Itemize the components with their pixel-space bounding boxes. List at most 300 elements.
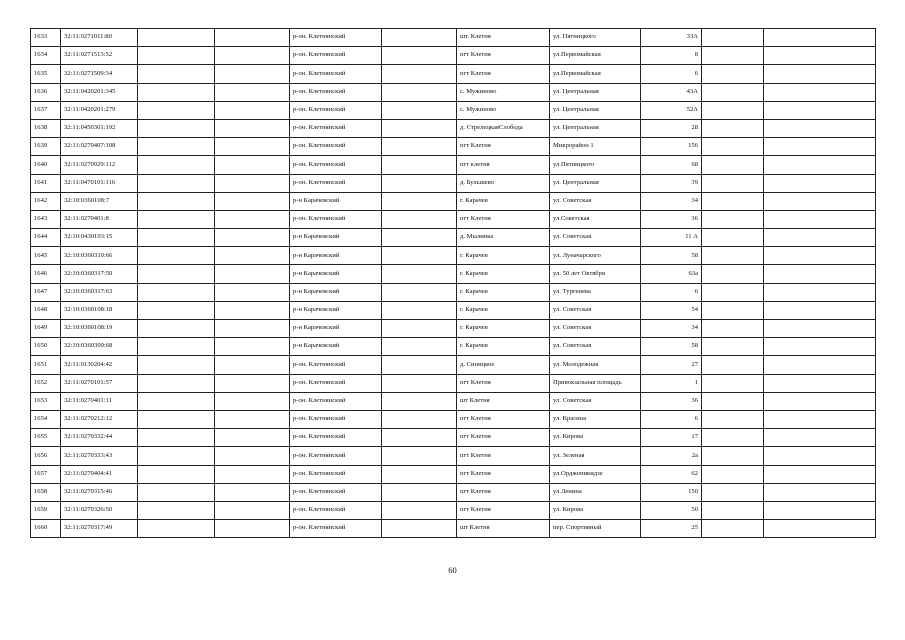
table-cell: 1658 xyxy=(31,483,61,501)
table-cell: 32:11:0270407:108 xyxy=(61,138,138,156)
table-cell xyxy=(702,374,764,392)
table-cell: 1660 xyxy=(31,520,61,538)
table-cell: пгт Клетня xyxy=(457,210,550,228)
table-cell xyxy=(764,229,876,247)
table-cell xyxy=(138,47,215,65)
table-cell: 32:11:0270212:12 xyxy=(61,410,138,428)
table-cell xyxy=(764,138,876,156)
table-cell xyxy=(382,465,457,483)
table-row xyxy=(31,520,876,538)
table-cell xyxy=(138,119,215,137)
table-cell xyxy=(382,483,457,501)
table-row xyxy=(31,301,876,319)
table-row xyxy=(31,101,876,119)
table-cell xyxy=(138,29,215,47)
table-cell: р-н Карачевский xyxy=(290,283,382,301)
table-cell xyxy=(215,410,290,428)
table-row xyxy=(31,501,876,519)
table-cell: р-он. Клетнянский xyxy=(290,101,382,119)
table-cell: ул.Пятницкого xyxy=(550,156,641,174)
table-cell: 32:11:0271513:52 xyxy=(61,47,138,65)
table-cell: 1649 xyxy=(31,320,61,338)
page-number: 60 xyxy=(448,565,457,575)
table-cell xyxy=(215,374,290,392)
table-cell: 1654 xyxy=(31,410,61,428)
table-cell xyxy=(764,192,876,210)
table-cell: 1635 xyxy=(31,65,61,83)
table-cell xyxy=(138,501,215,519)
table-cell xyxy=(382,301,457,319)
table-cell xyxy=(138,101,215,119)
table-cell xyxy=(138,520,215,538)
table-cell xyxy=(382,392,457,410)
table-cell xyxy=(764,374,876,392)
table-cell xyxy=(764,156,876,174)
table-cell xyxy=(764,301,876,319)
table-cell xyxy=(138,338,215,356)
table-cell xyxy=(215,301,290,319)
table-cell xyxy=(215,174,290,192)
table-cell: г. Карачев xyxy=(457,192,550,210)
table-cell xyxy=(138,301,215,319)
table-cell xyxy=(138,174,215,192)
table-cell xyxy=(382,174,457,192)
table-row xyxy=(31,83,876,101)
table-cell xyxy=(702,229,764,247)
table-cell: р-он. Клетнянский xyxy=(290,210,382,228)
table-cell: пгт Клетня xyxy=(457,47,550,65)
table-cell: р-он. Клетнянский xyxy=(290,392,382,410)
table-cell: ул. Центральная xyxy=(550,83,641,101)
table-cell xyxy=(764,119,876,137)
table-cell xyxy=(215,138,290,156)
table-cell: 36 xyxy=(641,392,702,410)
table-cell xyxy=(215,47,290,65)
table-cell: 32:11:0270401:8 xyxy=(61,210,138,228)
table-cell: 32:10:0360309:68 xyxy=(61,338,138,356)
table-cell: пгт Клетня xyxy=(457,65,550,83)
table-row xyxy=(31,392,876,410)
table-cell: р-он. Клетнянский xyxy=(290,356,382,374)
table-cell: 32:11:0270401:11 xyxy=(61,392,138,410)
table-cell xyxy=(138,356,215,374)
table-cell: 1641 xyxy=(31,174,61,192)
table-cell: пгт Клетня xyxy=(457,501,550,519)
table-cell: р-он. Клетнянский xyxy=(290,174,382,192)
table-cell xyxy=(702,301,764,319)
table-row xyxy=(31,192,876,210)
table-cell xyxy=(382,356,457,374)
table-row xyxy=(31,338,876,356)
table-cell: 32:11:0271509:34 xyxy=(61,65,138,83)
table-cell: 1 xyxy=(641,374,702,392)
table-cell: 1652 xyxy=(31,374,61,392)
table-cell xyxy=(382,338,457,356)
table-cell: 150 xyxy=(641,483,702,501)
table-cell: 6 xyxy=(641,65,702,83)
table-cell xyxy=(702,83,764,101)
table-cell: 39 xyxy=(641,174,702,192)
table-cell: 1659 xyxy=(31,501,61,519)
table-cell: р-он. Клетнянский xyxy=(290,29,382,47)
table-cell: р-н Карачевский xyxy=(290,338,382,356)
table-cell xyxy=(215,229,290,247)
table-cell xyxy=(702,392,764,410)
table-cell: г. Карачев xyxy=(457,283,550,301)
table-cell: 28 xyxy=(641,119,702,137)
table-cell: 32:11:0130204:42 xyxy=(61,356,138,374)
table-cell xyxy=(215,83,290,101)
table-cell xyxy=(382,265,457,283)
table-cell xyxy=(764,356,876,374)
table-cell xyxy=(764,174,876,192)
table-cell xyxy=(764,283,876,301)
table-cell xyxy=(215,356,290,374)
table-row xyxy=(31,119,876,137)
table-cell xyxy=(702,356,764,374)
table-cell: р-н Карачевский xyxy=(290,301,382,319)
table-cell: р-он. Клетнянский xyxy=(290,374,382,392)
table-body xyxy=(31,29,876,538)
table-cell: р-н Карачевский xyxy=(290,229,382,247)
table-cell: р-н Карачевский xyxy=(290,192,382,210)
table-cell: 62 xyxy=(641,465,702,483)
table-cell xyxy=(764,265,876,283)
table-row xyxy=(31,156,876,174)
table-cell xyxy=(215,320,290,338)
table-cell xyxy=(702,320,764,338)
table-cell xyxy=(382,47,457,65)
table-cell xyxy=(702,65,764,83)
table-cell xyxy=(702,101,764,119)
table-cell xyxy=(382,283,457,301)
table-row xyxy=(31,210,876,228)
table-cell: ул. Тургенева xyxy=(550,283,641,301)
table-cell: г. Карачев xyxy=(457,301,550,319)
table-cell xyxy=(138,247,215,265)
table-cell xyxy=(215,101,290,119)
table-cell: Привокзальная площадь xyxy=(550,374,641,392)
table-row xyxy=(31,265,876,283)
table-cell: 32:11:0270404:41 xyxy=(61,465,138,483)
table-cell xyxy=(764,483,876,501)
table-row xyxy=(31,356,876,374)
table-cell xyxy=(382,192,457,210)
table-cell xyxy=(138,447,215,465)
table-cell: 32:11:0450301:192 xyxy=(61,119,138,137)
table-cell: 68 xyxy=(641,156,702,174)
table-row xyxy=(31,465,876,483)
table-cell: р-н Карачевский xyxy=(290,247,382,265)
table-cell: 32:11:0270315:46 xyxy=(61,483,138,501)
table-cell xyxy=(382,320,457,338)
table-cell xyxy=(382,429,457,447)
table-cell: ул. Пятницкого xyxy=(550,29,641,47)
table-cell: пгт Клетня xyxy=(457,374,550,392)
table-cell xyxy=(138,320,215,338)
table-cell xyxy=(215,119,290,137)
table-cell: ул. Советская xyxy=(550,320,641,338)
table-cell xyxy=(702,192,764,210)
table-cell xyxy=(215,156,290,174)
table-cell: пгт Клетня xyxy=(457,465,550,483)
table-cell: 1645 xyxy=(31,247,61,265)
table-cell: Микрорайон 1 xyxy=(550,138,641,156)
table-cell xyxy=(382,101,457,119)
table-cell xyxy=(702,338,764,356)
table-cell xyxy=(764,465,876,483)
table-cell: 32:11:0270317:49 xyxy=(61,520,138,538)
table-cell: р-он. Клетнянский xyxy=(290,83,382,101)
table-cell: ул. Советская xyxy=(550,392,641,410)
table-row xyxy=(31,320,876,338)
table-cell: 1653 xyxy=(31,392,61,410)
table-cell: 1646 xyxy=(31,265,61,283)
table-cell xyxy=(702,501,764,519)
table-cell xyxy=(702,119,764,137)
table-cell xyxy=(138,429,215,447)
table-cell: ул.Первомайская xyxy=(550,47,641,65)
table-cell xyxy=(215,520,290,538)
table-cell: 1642 xyxy=(31,192,61,210)
table-cell xyxy=(764,101,876,119)
table-cell xyxy=(138,210,215,228)
table-cell: 2а xyxy=(641,447,702,465)
table-cell xyxy=(138,410,215,428)
table-cell: пгт клетня xyxy=(457,156,550,174)
table-cell: 1651 xyxy=(31,356,61,374)
table-cell: р-он. Клетнянский xyxy=(290,447,382,465)
table-cell: с. Мужиново xyxy=(457,101,550,119)
table-row xyxy=(31,65,876,83)
table-cell xyxy=(215,392,290,410)
table-cell: 32:11:0420201:279 xyxy=(61,101,138,119)
table-cell: 1639 xyxy=(31,138,61,156)
table-cell xyxy=(764,501,876,519)
table-cell: 50 xyxy=(641,501,702,519)
table-cell xyxy=(702,47,764,65)
table-cell: 1657 xyxy=(31,465,61,483)
table-cell: 32:11:0270326:50 xyxy=(61,501,138,519)
table-cell xyxy=(702,174,764,192)
table-cell xyxy=(764,520,876,538)
table-cell: р-он. Клетнянский xyxy=(290,119,382,137)
table-cell: д. СтрелецкаяСлобода xyxy=(457,119,550,137)
table-cell xyxy=(382,83,457,101)
table-cell: ул. Центральная xyxy=(550,119,641,137)
table-cell: 1648 xyxy=(31,301,61,319)
table-cell: 1656 xyxy=(31,447,61,465)
table-cell xyxy=(215,483,290,501)
table-cell xyxy=(764,320,876,338)
table-cell xyxy=(215,29,290,47)
table-cell xyxy=(764,447,876,465)
table-cell: 58 xyxy=(641,338,702,356)
table-cell xyxy=(764,410,876,428)
table-cell xyxy=(138,65,215,83)
table-cell: 156 xyxy=(641,138,702,156)
table-cell: ул. Красина xyxy=(550,410,641,428)
table-cell xyxy=(138,392,215,410)
table-cell: 43А xyxy=(641,83,702,101)
table-row xyxy=(31,29,876,47)
table-cell: 32:10:0360317:63 xyxy=(61,283,138,301)
table-cell: 1636 xyxy=(31,83,61,101)
table-cell xyxy=(382,210,457,228)
table-cell: ул.Орджоникидзе xyxy=(550,465,641,483)
table-cell: шт Клетня xyxy=(457,520,550,538)
table-cell xyxy=(138,483,215,501)
table-row xyxy=(31,138,876,156)
table-cell xyxy=(215,429,290,447)
table-cell: ул. Центральная xyxy=(550,101,641,119)
table-cell xyxy=(215,338,290,356)
table-cell: 1634 xyxy=(31,47,61,65)
table-cell: г. Карачев xyxy=(457,338,550,356)
table-cell xyxy=(702,465,764,483)
table-cell: 54 xyxy=(641,301,702,319)
table-cell: 32:11:0270929:112 xyxy=(61,156,138,174)
table-cell: 32:11:0271011:80 xyxy=(61,29,138,47)
table-cell: 6 xyxy=(641,283,702,301)
table-cell: р-он. Клетнянский xyxy=(290,520,382,538)
table-cell: с. Мужиново xyxy=(457,83,550,101)
table-cell: 32:10:0360108:19 xyxy=(61,320,138,338)
table-cell: ул.Первомайская xyxy=(550,65,641,83)
table-cell: 58 xyxy=(641,247,702,265)
table-cell xyxy=(138,374,215,392)
table-cell xyxy=(138,83,215,101)
table-cell: 32:11:0420201:345 xyxy=(61,83,138,101)
table-cell: 25 xyxy=(641,520,702,538)
table-cell: ул. Кирова xyxy=(550,429,641,447)
table-cell: пгт Клетня xyxy=(457,138,550,156)
table-cell: 6 xyxy=(641,410,702,428)
table-cell xyxy=(764,83,876,101)
table-cell xyxy=(138,192,215,210)
table-cell: ул. Советская xyxy=(550,229,641,247)
table-cell: ул. Советская xyxy=(550,301,641,319)
table-cell: 63а xyxy=(641,265,702,283)
table-cell: 1644 xyxy=(31,229,61,247)
table-cell: г. Карачев xyxy=(457,247,550,265)
table-cell: шт. Клетня xyxy=(457,29,550,47)
table-cell: ул. Центральная xyxy=(550,174,641,192)
table-cell: р-он. Клетнянский xyxy=(290,501,382,519)
table-cell: 32:10:0360310:66 xyxy=(61,247,138,265)
table-cell xyxy=(382,247,457,265)
table-cell xyxy=(382,29,457,47)
table-cell xyxy=(702,483,764,501)
table-cell: р-он. Клетнянский xyxy=(290,65,382,83)
table-cell: 1650 xyxy=(31,338,61,356)
table-cell xyxy=(138,465,215,483)
table-cell xyxy=(138,138,215,156)
property-registry-table xyxy=(30,28,876,538)
table-cell: д. Мылинка xyxy=(457,229,550,247)
table-cell: г. Карачев xyxy=(457,265,550,283)
table-cell xyxy=(215,447,290,465)
table-cell: 11 А xyxy=(641,229,702,247)
table-cell xyxy=(702,283,764,301)
table-cell: 17 xyxy=(641,429,702,447)
table-cell xyxy=(764,29,876,47)
table-cell: 32:10:0360317:50 xyxy=(61,265,138,283)
table-cell: 1655 xyxy=(31,429,61,447)
table-cell: ул. Молодежная xyxy=(550,356,641,374)
table-row xyxy=(31,174,876,192)
table-cell xyxy=(702,29,764,47)
table-cell: 1647 xyxy=(31,283,61,301)
table-cell xyxy=(764,392,876,410)
table-cell xyxy=(215,501,290,519)
table-cell xyxy=(702,410,764,428)
table-cell: 52А xyxy=(641,101,702,119)
table-cell xyxy=(764,429,876,447)
table-cell: 27 xyxy=(641,356,702,374)
table-cell xyxy=(382,138,457,156)
table-cell xyxy=(215,192,290,210)
table-cell: д. Бульшево xyxy=(457,174,550,192)
table-cell: р-он. Клетнянский xyxy=(290,47,382,65)
table-cell: 33А xyxy=(641,29,702,47)
table-cell xyxy=(215,465,290,483)
table-cell xyxy=(138,265,215,283)
table-cell: р-он. Клетнянский xyxy=(290,410,382,428)
table-cell xyxy=(382,229,457,247)
table-cell: 34 xyxy=(641,320,702,338)
table-cell: г. Карачев xyxy=(457,320,550,338)
table-row xyxy=(31,410,876,428)
table-cell: 1638 xyxy=(31,119,61,137)
table-cell xyxy=(764,65,876,83)
table-cell xyxy=(215,247,290,265)
table-cell xyxy=(382,501,457,519)
table-row xyxy=(31,47,876,65)
table-cell: р-н Карачевский xyxy=(290,320,382,338)
table-cell: ул. 50 лет Октября xyxy=(550,265,641,283)
table-cell: ул. Кирова xyxy=(550,501,641,519)
table-cell: 36 xyxy=(641,210,702,228)
table-cell: пгт Клетня xyxy=(457,410,550,428)
table-cell: р-н Карачевский xyxy=(290,265,382,283)
table-cell: 34 xyxy=(641,192,702,210)
table-cell xyxy=(138,283,215,301)
table-cell xyxy=(702,447,764,465)
table-cell: 32:10:0360108:18 xyxy=(61,301,138,319)
table-cell xyxy=(215,265,290,283)
table-cell: 1640 xyxy=(31,156,61,174)
table-row xyxy=(31,447,876,465)
table-cell: р-он. Клетнянский xyxy=(290,156,382,174)
table-cell xyxy=(702,210,764,228)
table-cell xyxy=(138,156,215,174)
table-cell xyxy=(382,410,457,428)
table-row xyxy=(31,429,876,447)
table-cell xyxy=(215,210,290,228)
table-cell xyxy=(702,247,764,265)
table-cell: пер. Спортивный xyxy=(550,520,641,538)
table-cell: 32:11:0270332:44 xyxy=(61,429,138,447)
table-cell xyxy=(764,338,876,356)
table-cell: 32:11:0470101:116 xyxy=(61,174,138,192)
table-cell: 32:11:0270333:43 xyxy=(61,447,138,465)
table-cell: ул.Ленина xyxy=(550,483,641,501)
table-cell: шт Клетня xyxy=(457,392,550,410)
table-cell xyxy=(382,520,457,538)
table-cell: пгт Клетня xyxy=(457,483,550,501)
table-cell xyxy=(702,265,764,283)
